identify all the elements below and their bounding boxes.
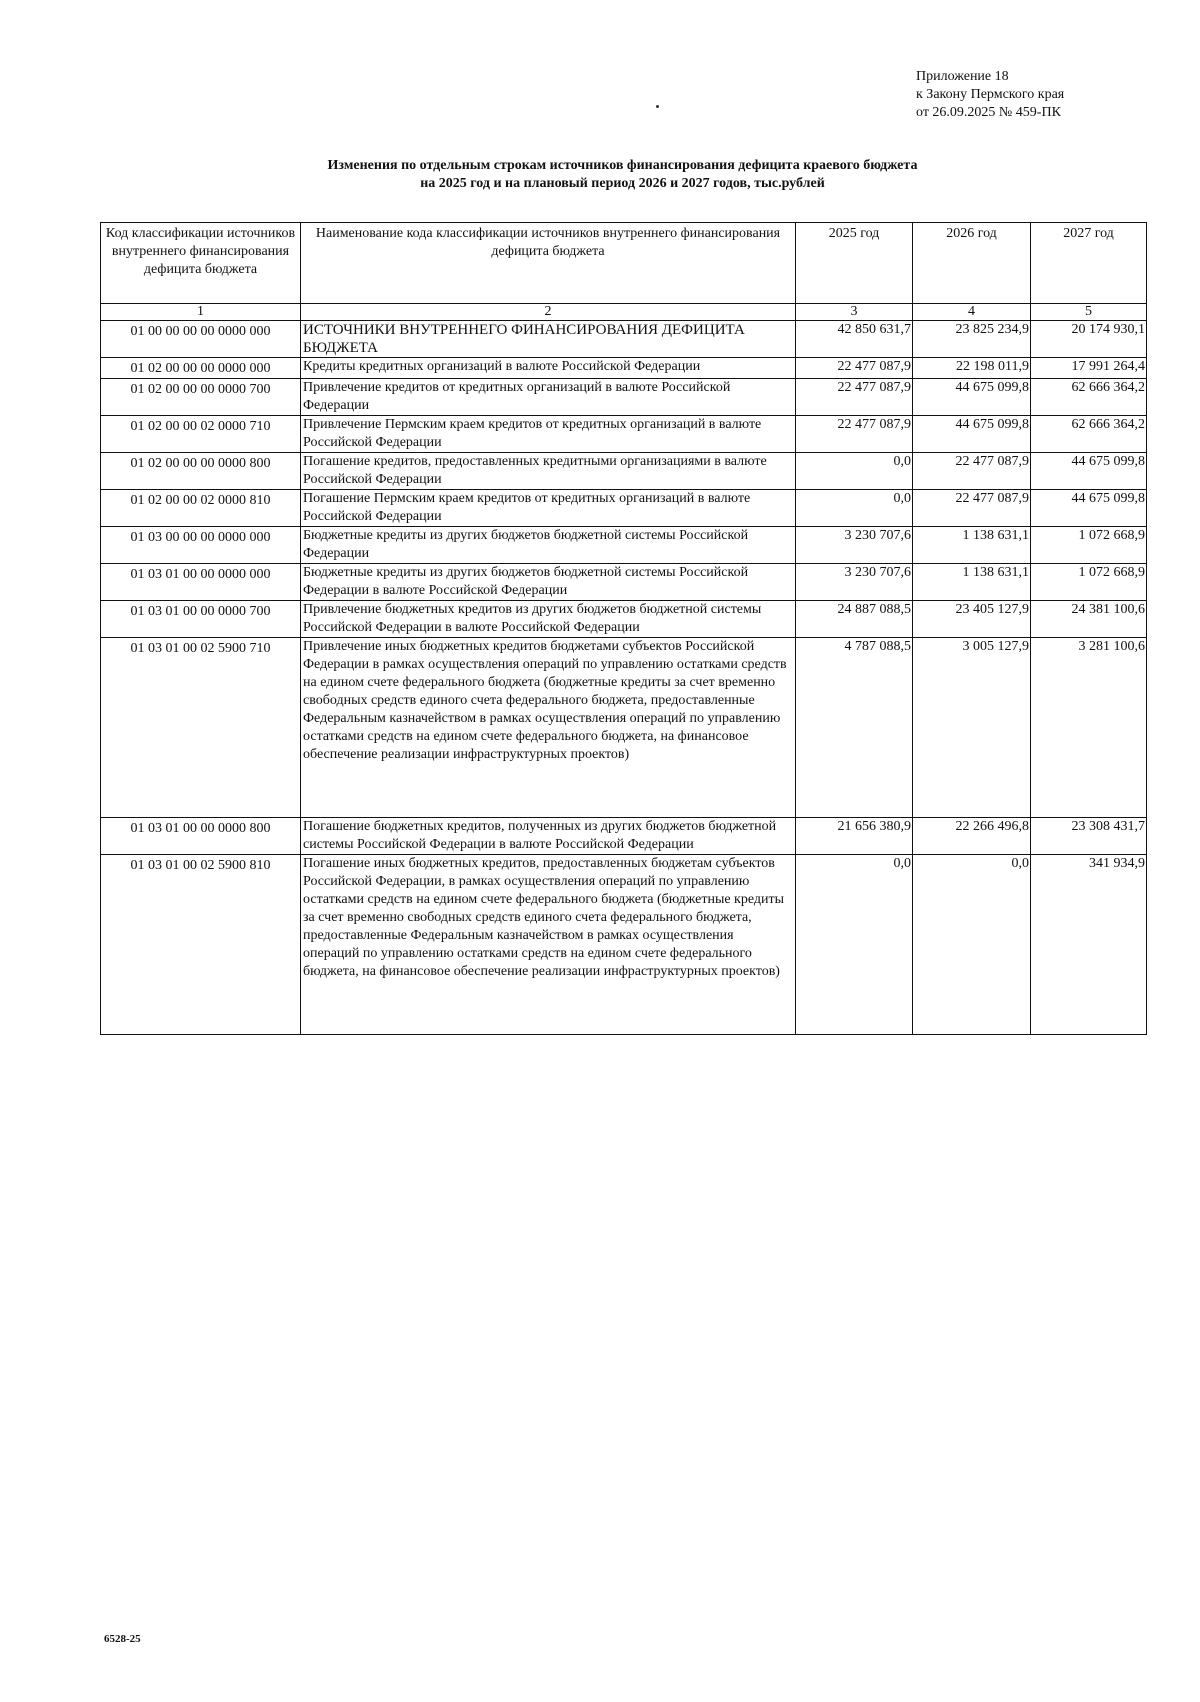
row-value-2025: 22 477 087,9	[796, 416, 913, 453]
header-2026: 2026 год	[913, 223, 1031, 304]
row-code: 01 02 00 00 00 0000 700	[101, 379, 301, 416]
row-value-2027: 17 991 264,4	[1031, 358, 1147, 379]
row-value-2026: 22 477 087,9	[913, 453, 1031, 490]
row-name: Кредиты кредитных организаций в валюте Российской Федерации	[301, 358, 796, 379]
title-line-2: на 2025 год и на плановый период 2026 и 2027 годов, тыс.рублей	[420, 176, 825, 191]
row-value-2027: 44 675 099,8	[1031, 453, 1147, 490]
row-code: 01 03 01 00 02 5900 810	[101, 855, 301, 1035]
row-name: Привлечение кредитов от кредитных организаций в валюте Российской Федерации	[301, 379, 796, 416]
row-name: Погашение кредитов, предоставленных кредитными организациями в валюте Российской Федерации	[301, 453, 796, 490]
table-row	[101, 453, 1147, 490]
row-code: 01 03 00 00 00 0000 000	[101, 527, 301, 564]
column-number: 2	[301, 304, 796, 321]
column-number: 4	[913, 304, 1031, 321]
table-row	[101, 638, 1147, 818]
row-name: Погашение Пермским краем кредитов от кредитных организаций в валюте Российской Федерации	[301, 490, 796, 527]
row-code: 01 03 01 00 02 5900 710	[101, 638, 301, 818]
header-2025: 2025 год	[796, 223, 913, 304]
table-row	[101, 527, 1147, 564]
row-value-2027: 23 308 431,7	[1031, 818, 1147, 855]
row-value-2025: 22 477 087,9	[796, 379, 913, 416]
table-row	[101, 416, 1147, 453]
table-row	[101, 490, 1147, 527]
document-number: 6528-25	[104, 1633, 141, 1645]
row-value-2026: 0,0	[913, 855, 1031, 1035]
row-name: ИСТОЧНИКИ ВНУТРЕННЕГО ФИНАНСИРОВАНИЯ ДЕФИЦИТА БЮДЖЕТА	[301, 321, 796, 358]
row-value-2025: 4 787 088,5	[796, 638, 913, 818]
document-title	[100, 157, 1145, 193]
appendix-law: к Закону Пермского края	[916, 87, 1065, 102]
table-header-row	[101, 223, 1147, 304]
row-value-2026: 44 675 099,8	[913, 379, 1031, 416]
row-value-2025: 24 887 088,5	[796, 601, 913, 638]
header-name: Наименование кода классификации источников внутреннего финансирования дефицита бюджета	[301, 223, 796, 304]
row-value-2026: 23 825 234,9	[913, 321, 1031, 358]
scan-speck	[656, 105, 659, 108]
row-value-2027: 341 934,9	[1031, 855, 1147, 1035]
table-row	[101, 564, 1147, 601]
title-line-1: Изменения по отдельным строкам источников финансирования дефицита краевого бюджета	[327, 158, 918, 173]
column-number: 5	[1031, 304, 1147, 321]
row-value-2027: 20 174 930,1	[1031, 321, 1147, 358]
row-code: 01 02 00 00 00 0000 000	[101, 358, 301, 379]
table-row	[101, 321, 1147, 358]
row-value-2026: 22 477 087,9	[913, 490, 1031, 527]
appendix-block	[916, 68, 1064, 122]
row-value-2025: 3 230 707,6	[796, 564, 913, 601]
row-value-2025: 0,0	[796, 453, 913, 490]
table-row	[101, 818, 1147, 855]
row-name: Погашение иных бюджетных кредитов, предоставленных бюджетам субъектов Российской Федерации, в рамках осуществления операций по управлению остатками средств на едином счете федерального бюджета (бюджетные кредиты за счет временно свободных средств единого счета федерального бюджета, предоставленные Федеральным казначейством в рамках осуществления операций по управлению остатками средств на едином счете федерального бюджета, на финансовое обеспечение реализации инфраструктурных проектов)	[301, 855, 796, 1035]
column-number: 1	[101, 304, 301, 321]
header-2027: 2027 год	[1031, 223, 1147, 304]
row-code: 01 03 01 00 00 0000 000	[101, 564, 301, 601]
row-code: 01 03 01 00 00 0000 700	[101, 601, 301, 638]
row-value-2027: 1 072 668,9	[1031, 527, 1147, 564]
row-value-2026: 22 266 496,8	[913, 818, 1031, 855]
row-value-2025: 0,0	[796, 490, 913, 527]
table-row	[101, 855, 1147, 1035]
row-name: Привлечение бюджетных кредитов из других бюджетов бюджетной системы Российской Федерации в валюте Российской Федерации	[301, 601, 796, 638]
row-code: 01 03 01 00 00 0000 800	[101, 818, 301, 855]
row-value-2025: 42 850 631,7	[796, 321, 913, 358]
row-value-2026: 23 405 127,9	[913, 601, 1031, 638]
row-value-2027: 44 675 099,8	[1031, 490, 1147, 527]
appendix-number: Приложение 18	[916, 69, 1009, 84]
row-value-2027: 62 666 364,2	[1031, 416, 1147, 453]
row-value-2027: 62 666 364,2	[1031, 379, 1147, 416]
row-value-2026: 22 198 011,9	[913, 358, 1031, 379]
sources-table	[100, 222, 1147, 1035]
row-value-2026: 1 138 631,1	[913, 527, 1031, 564]
table-row	[101, 358, 1147, 379]
column-number-row	[101, 304, 1147, 321]
row-value-2026: 44 675 099,8	[913, 416, 1031, 453]
row-name: Бюджетные кредиты из других бюджетов бюджетной системы Российской Федерации в валюте Российской Федерации	[301, 564, 796, 601]
header-code: Код классификации источников внутреннего финансирования дефицита бюджета	[101, 223, 301, 304]
table-row	[101, 601, 1147, 638]
row-value-2027: 3 281 100,6	[1031, 638, 1147, 818]
row-value-2025: 21 656 380,9	[796, 818, 913, 855]
row-name: Бюджетные кредиты из других бюджетов бюджетной системы Российской Федерации	[301, 527, 796, 564]
row-value-2027: 24 381 100,6	[1031, 601, 1147, 638]
column-number: 3	[796, 304, 913, 321]
row-code: 01 00 00 00 00 0000 000	[101, 321, 301, 358]
row-value-2026: 3 005 127,9	[913, 638, 1031, 818]
row-value-2025: 3 230 707,6	[796, 527, 913, 564]
row-name: Привлечение Пермским краем кредитов от кредитных организаций в валюте Российской Федерации	[301, 416, 796, 453]
row-name: Погашение бюджетных кредитов, полученных из других бюджетов бюджетной системы Российской Федерации в валюте Российской Федерации	[301, 818, 796, 855]
row-code: 01 02 00 00 02 0000 710	[101, 416, 301, 453]
row-code: 01 02 00 00 00 0000 800	[101, 453, 301, 490]
appendix-date: от 26.09.2025 № 459-ПК	[916, 105, 1061, 120]
row-value-2026: 1 138 631,1	[913, 564, 1031, 601]
row-name: Привлечение иных бюджетных кредитов бюджетами субъектов Российской Федерации в рамках осуществления операций по управлению остатками средств на едином счете федерального бюджета (бюджетные кредиты за счет временно свободных средств единого счета федерального бюджета, предоставленные Федеральным казначейством в рамках осуществления операций по управлению остатками средств на едином счете федерального бюджета, на финансовое обеспечение реализации инфраструктурных проектов)	[301, 638, 796, 818]
row-value-2025: 22 477 087,9	[796, 358, 913, 379]
table-row	[101, 379, 1147, 416]
row-value-2027: 1 072 668,9	[1031, 564, 1147, 601]
row-value-2025: 0,0	[796, 855, 913, 1035]
row-code: 01 02 00 00 02 0000 810	[101, 490, 301, 527]
